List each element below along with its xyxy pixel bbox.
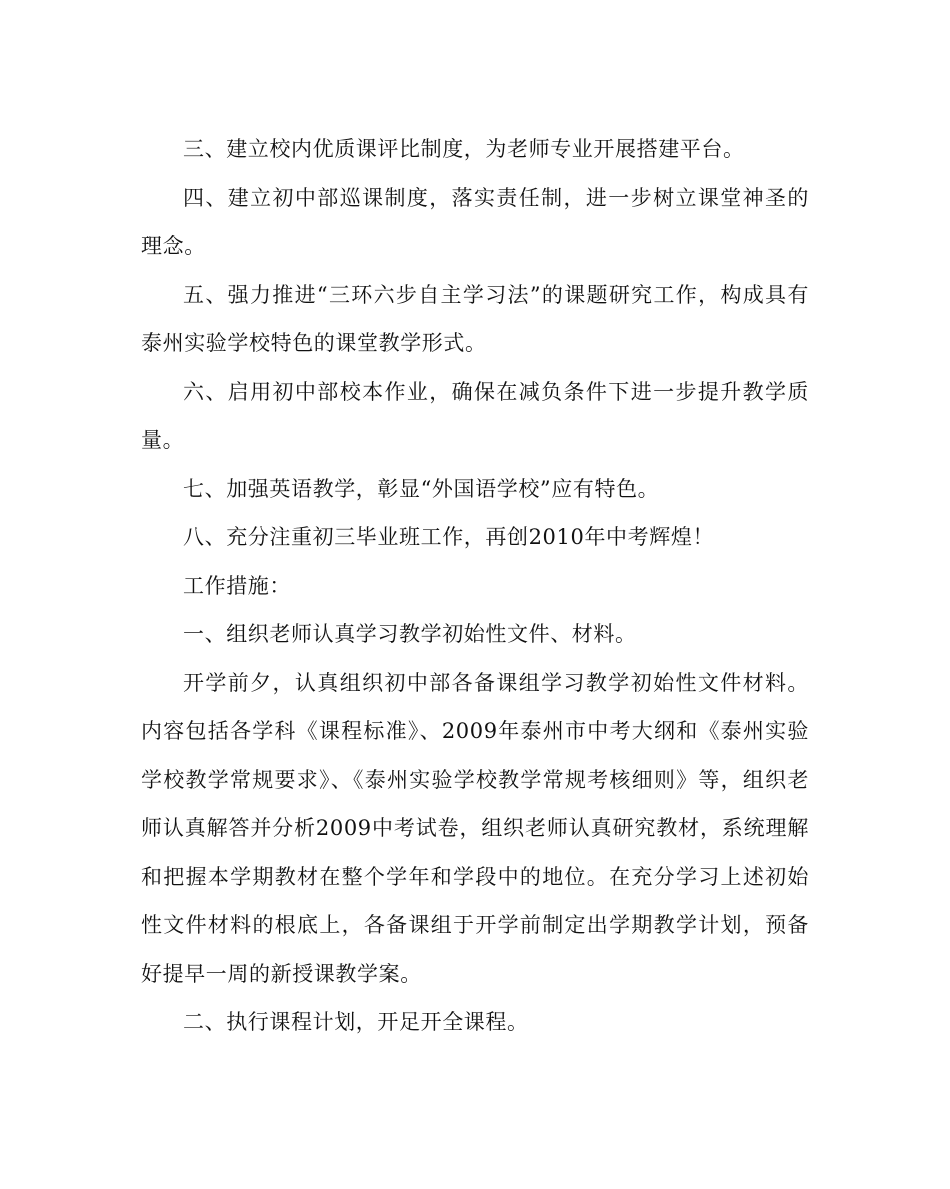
paragraph-goal-6: 六、启用初中部校本作业，确保在减负条件下进一步提升教学质量。 [141,379,809,452]
paragraph-measure-2: 二、执行课程计划，开足开全课程。 [183,1010,529,1034]
section-heading-measures: 工作措施： [183,573,291,598]
document-body [141,125,809,1047]
paragraph-goal-7: 七、加强英语教学，彰显“外国语学校”应有特色。 [183,476,660,501]
paragraph-goal-8: 八、充分注重初三毕业班工作，再创2010年中考辉煌！ [183,525,715,549]
paragraph-goal-4: 四、建立初中部巡课制度，落实责任制，进一步树立课堂神圣的理念。 [141,185,809,258]
paragraph-measure-1: 一、组织老师认真学习教学初始性文件、材料。 [183,622,637,646]
paragraph-goal-3: 三、建立校内优质课评比制度，为老师专业开展搭建平台。 [183,137,745,161]
paragraph-measure-1-detail: 开学前夕，认真组织初中部各备课组学习教学初始性文件材料。内容包括各学科《课程标准》、2009年泰州市中考大纲和《泰州实验学校教学常规要求》、《泰州实验学校教学常规考核细则》等，组织老师认真解答并分析2009中考试卷，组织老师认真研究教材，系统理解和把握本学期教材在整个学年和学段中的地位。在充分学习上述初始性文件材料的根底上，各备课组于开学前制定出学期教学计划，预备好提早一周的新授课教学案。 [141,670,809,986]
paragraph-goal-5: 五、强力推进“三环六步自主学习法”的课题研究工作，构成具有泰州实验学校特色的课堂教学形式。 [141,282,809,355]
